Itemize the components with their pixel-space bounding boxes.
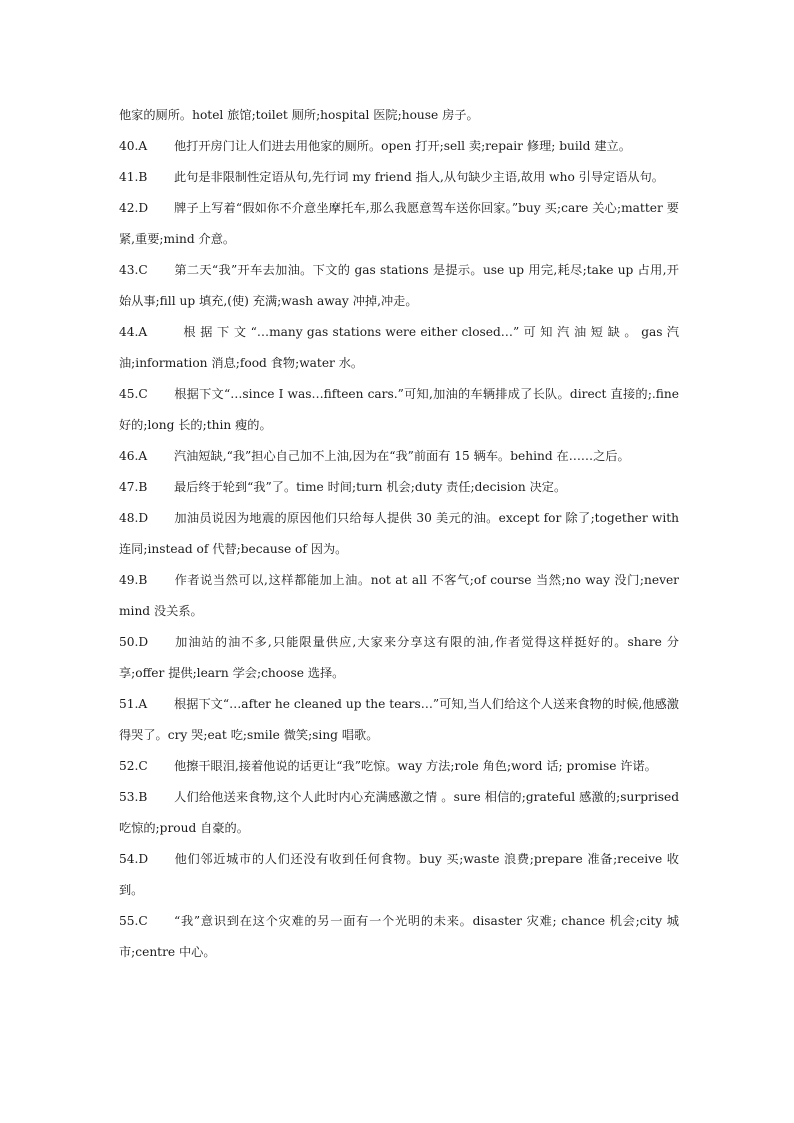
answer-number: 44.A [119,325,148,339]
answer-text: 根据下文“…since I was…fifteen cars.”可知,加油的车辆排成了长队。direct 直接的;.fine 好的;long 长的;thin 瘦的。 [119,387,679,432]
answer-number: 53.B [119,790,148,804]
answer-text: 牌子上写着“假如你不介意坐摩托车,那么我愿意驾车送你回家。”buy 买;care 关心;matter 要紧,重要;mind 介意。 [119,201,679,246]
answer-number: 51.A [119,697,148,711]
answer-text: 他们邻近城市的人们还没有收到任何食物。buy 买;waste 浪费;prepare 准备;receive 收到。 [119,852,679,897]
answer-explanations [119,100,679,968]
answer-text: 最后终于轮到“我”了。time 时间;turn 机会;duty 责任;decision 决定。 [174,480,567,494]
answer-text: 根据下文“…after he cleaned up the tears…”可知,当人们给这个人送来食物的时候,他感激得哭了。cry 哭;eat 吃;smile 微笑;sing 唱歌。 [119,697,679,742]
answer-text: 加油员说因为地震的原因他们只给每人提供 30 美元的油。except for 除了;together with 连同;instead of 代替;because of 因为。 [119,511,679,556]
answer-text: 第二天“我”开车去加油。下文的 gas stations 是提示。use up 用完,耗尽;take up 占用,开始从事;fill up 填充,(使) 充满;wash away 冲掉,冲走。 [119,263,679,308]
answer-item-47 [119,472,679,503]
answer-item-43 [119,255,679,317]
answer-item-51 [119,689,679,751]
answer-number: 47.B [119,480,148,494]
answer-text: 作者说当然可以,这样都能加上油。not at all 不客气;of course 当然;no way 没门;never mind 没关系。 [119,573,679,618]
answer-text: 加油站的油不多,只能限量供应,大家来分享这有限的油,作者觉得这样挺好的。share 分享;offer 提供;learn 学会;choose 选择。 [119,635,679,680]
answer-number: 50.D [119,635,149,649]
answer-text: 根 据 下 文 “…many gas stations were either closed…” 可 知 汽 油 短 缺 。 gas 汽油;information 消息;food 食物;water 水。 [119,325,679,370]
answer-text: 此句是非限制性定语从句,先行词 my friend 指人,从句缺少主语,故用 who 引导定语从句。 [174,170,664,184]
intro-line: 他家的厕所。hotel 旅馆;toilet 厕所;hospital 医院;house 房子。 [119,108,479,122]
answer-text: 他擦干眼泪,接着他说的话更让“我”吃惊。way 方法;role 角色;word 话; promise 许诺。 [174,759,657,773]
answer-item-49 [119,565,679,627]
answer-text: 他打开房门让人们进去用他家的厕所。open 打开;sell 卖;repair 修理; build 建立。 [174,139,631,153]
answer-number: 52.C [119,759,148,773]
answer-number: 41.B [119,170,148,184]
answer-item-55 [119,906,679,968]
answer-item-52 [119,751,679,782]
answer-item-42 [119,193,679,255]
answer-number: 55.C [119,914,148,928]
answer-item-53 [119,782,679,844]
answer-number: 49.B [119,573,148,587]
answer-item-50 [119,627,679,689]
answer-item-54 [119,844,679,906]
answer-text: 汽油短缺,“我”担心自己加不上油,因为在“我”前面有 15 辆车。behind 在……之后。 [174,449,630,463]
answer-text: “我”意识到在这个灾难的另一面有一个光明的未来。disaster 灾难; chance 机会;city 城市;centre 中心。 [119,914,679,959]
answer-item-44 [119,317,679,379]
answer-item-40 [119,131,679,162]
answer-number: 43.C [119,263,148,277]
answer-item-46 [119,441,679,472]
answer-number: 46.A [119,449,148,463]
answer-text: 人们给他送来食物,这个人此时内心充满感激之情 。sure 相信的;grateful 感激的;surprised 吃惊的;proud 自豪的。 [119,790,679,835]
answer-number: 48.D [119,511,149,525]
answer-item-45 [119,379,679,441]
answer-number: 42.D [119,201,149,215]
answer-item-41 [119,162,679,193]
answer-number: 45.C [119,387,148,401]
answer-item-48 [119,503,679,565]
answer-number: 54.D [119,852,149,866]
answer-number: 40.A [119,139,148,153]
